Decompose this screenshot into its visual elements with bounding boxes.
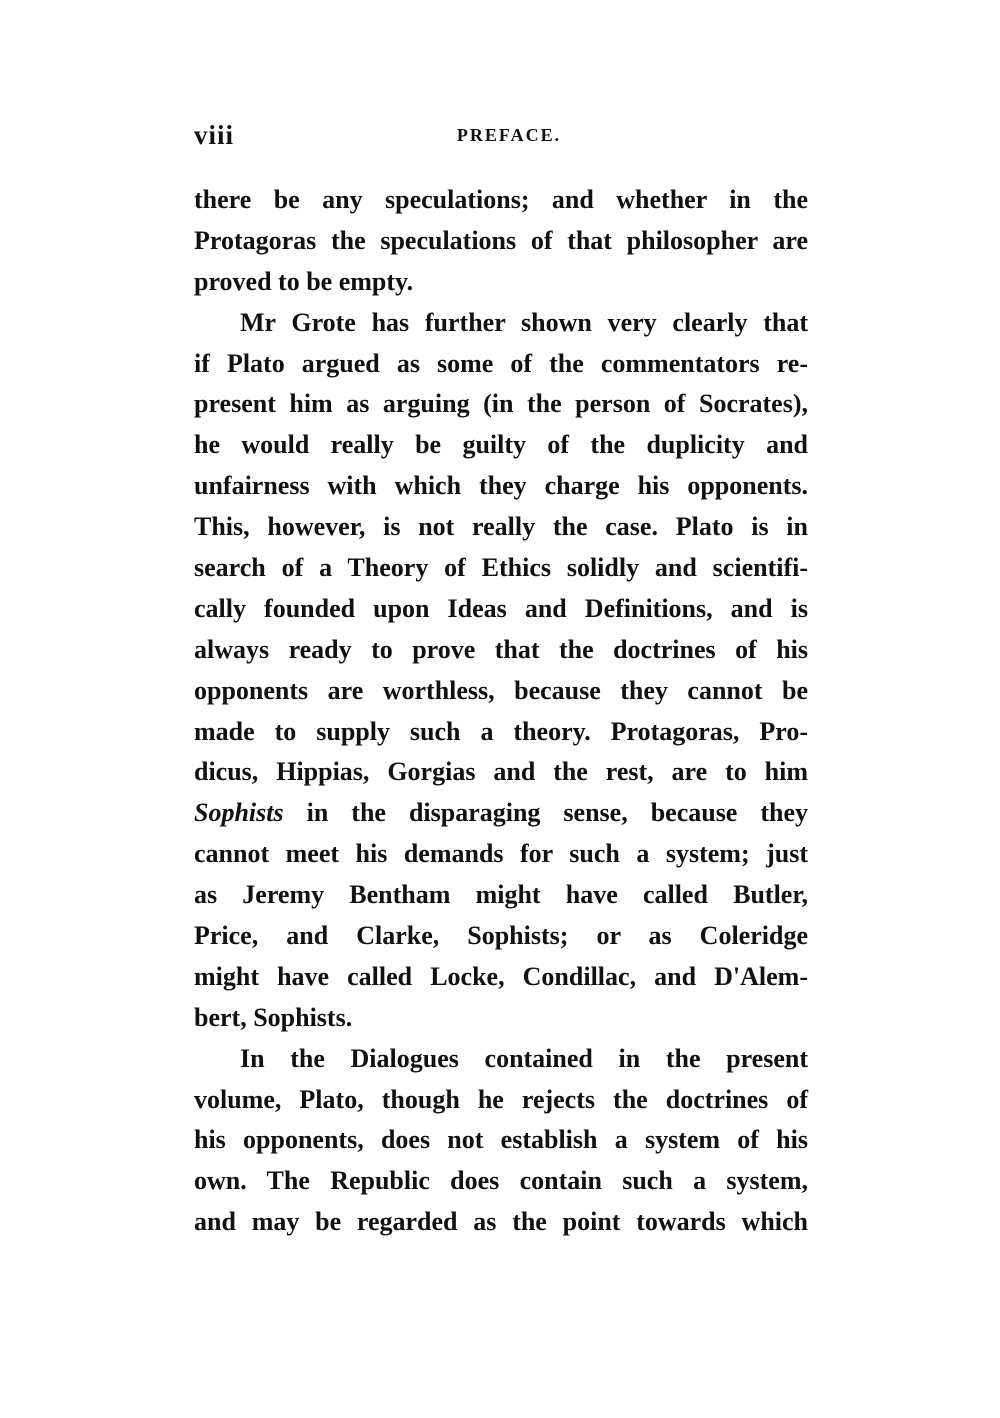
page-header (194, 120, 806, 160)
text-line: present him as arguing (in the person of Socrates), (194, 389, 808, 419)
text-line: dicus, Hippias, Gorgias and the rest, are to him (194, 757, 808, 787)
body-text (194, 180, 808, 1243)
text-line: This, however, is not really the case. Plato is in (194, 512, 808, 542)
paragraph-1 (194, 180, 808, 303)
text-line: there be any speculations; and whether in the (194, 185, 808, 214)
text-line: own. The Republic does contain such a system, (194, 1166, 808, 1196)
text-line: Price, and Clarke, Sophists; or as Coleridge (194, 921, 808, 951)
text-line: his opponents, does not establish a system of his (194, 1125, 808, 1155)
page-number: viii (194, 120, 235, 150)
text-line: search of a Theory of Ethics solidly and scientifi- (194, 553, 808, 583)
text-line: cannot meet his demands for such a system; just (194, 839, 808, 869)
text-line: cally founded upon Ideas and Definitions, and is (194, 593, 808, 623)
text-line: he would really be guilty of the duplicity and (194, 430, 808, 460)
text-line: Mr Grote has further shown very clearly that (240, 307, 808, 337)
paragraph-3 (194, 1039, 808, 1243)
text-line: made to supply such a theory. Protagoras, Pro- (194, 716, 808, 746)
text-line: always ready to prove that the doctrines of his (194, 634, 808, 664)
text-line: as Jeremy Bentham might have called Butler, (194, 880, 808, 910)
running-head: PREFACE. (456, 125, 562, 145)
text-line: unfairness with which they charge his opponents. (194, 471, 808, 501)
text-line: opponents are worthless, because they cannot be (194, 675, 808, 705)
text-line-with-italic (194, 793, 808, 834)
italic-word: Sophists (194, 798, 284, 828)
text-line: and may be regarded as the point towards which (194, 1207, 808, 1237)
text-line: proved to be empty. (194, 266, 414, 296)
text-line: might have called Locke, Condillac, and D'Alem- (194, 961, 808, 991)
text-line-rest: in the disparaging sense, because they (306, 798, 809, 828)
text-line: In the Dialogues contained in the present (240, 1043, 808, 1073)
text-line: bert, Sophists. (194, 1002, 353, 1032)
text-line: if Plato argued as some of the commentators re- (194, 348, 808, 378)
text-line: Protagoras the speculations of that philosopher are (194, 225, 808, 255)
paragraph-2 (194, 303, 808, 1039)
text-line: volume, Plato, though he rejects the doctrines of (194, 1084, 808, 1114)
